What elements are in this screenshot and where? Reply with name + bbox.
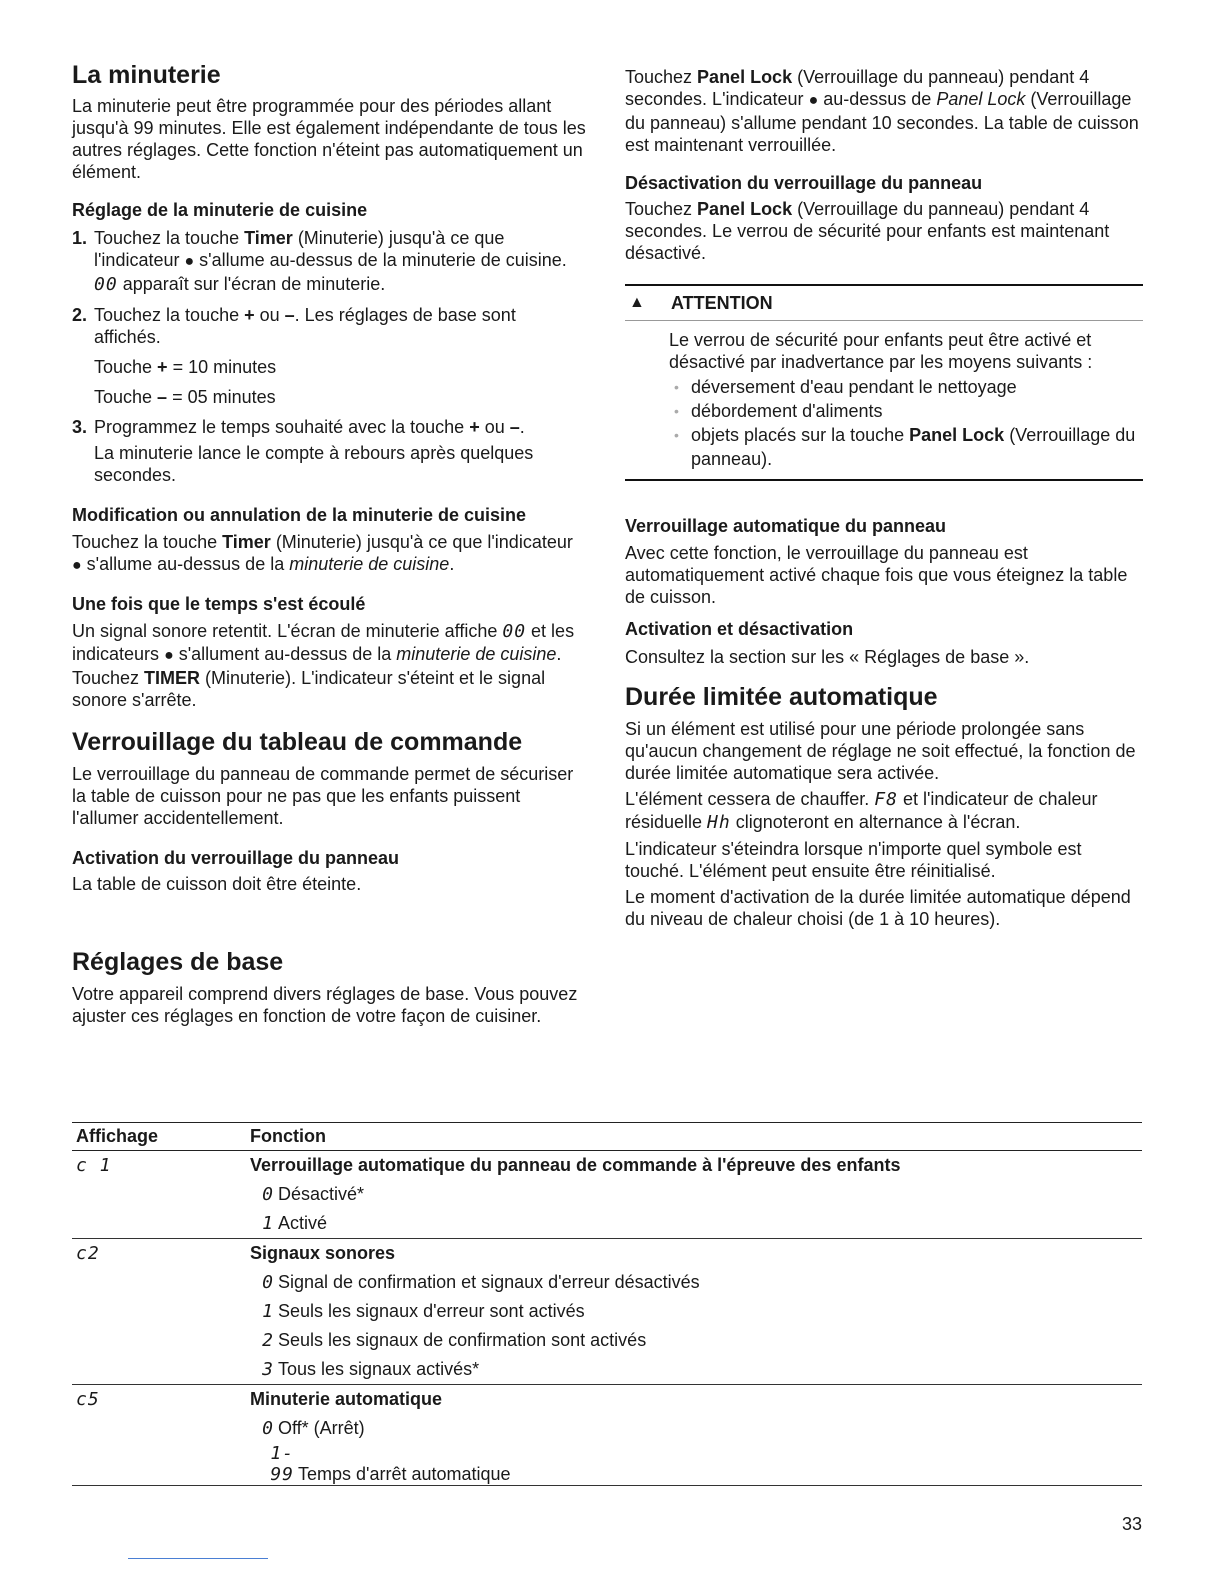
display-code: c 1: [72, 1151, 246, 1181]
display-code: c5: [72, 1385, 246, 1415]
indicator-dot-icon: ●: [184, 253, 195, 270]
option-code: 1-99: [270, 1443, 294, 1485]
step-2: 2. Touchez la touche + ou –. Les réglages de base sont affichés. Touche + = 10 minutes Touche – = 05 minutes: [72, 304, 587, 408]
attention-text: Le verrou de sécurité pour enfants peut être activé et désactivé par inadvertance par les moyens suivants :: [669, 330, 1093, 372]
option-text: Off* (Arrêt): [278, 1418, 365, 1438]
modif-text: Touchez la touche Timer (Minuterie) jusqu'à ce que l'indicateur ● s'allume au-dessus de la minuterie de cuisine.: [72, 532, 573, 574]
ecoule-text: Un signal sonore retentit. L'écran de minuterie affiche 00 et les indicateurs ● s'allument au-dessus de la minuterie de cuisine. Touchez TIMER (Minuterie). L'indicateur s'éteint et le signal sonore s'arrête.: [72, 621, 575, 710]
minuterie-intro: La minuterie peut être programmée pour des périodes allant jusqu'à 99 minutes. Elle est également indépendante de tous les autres réglages. Cette fonction n'éteint pas automatiquement un élément.: [72, 96, 586, 182]
section-title-reglages: Réglages de base: [72, 948, 284, 976]
footer-rule: [128, 1558, 268, 1559]
activation-desactivation-heading: Activation et désactivation: [625, 619, 854, 639]
group-title: Signaux sonores: [246, 1239, 1142, 1269]
duree-p2: L'élément cessera de chauffer. F8 et l'indicateur de chaleur résiduelle Hh clignoteront en alternance à l'écran.: [625, 789, 1098, 833]
table-row: [72, 1151, 1142, 1181]
display-f8: F8: [874, 789, 898, 810]
modif-heading: Modification ou annulation de la minuterie de cuisine: [72, 505, 527, 525]
duree-p4: Le moment d'activation de la durée limitée automatique dépend du niveau de chaleur choisi (de 1 à 10 heures).: [625, 887, 1131, 929]
page-number: 33: [1121, 1514, 1142, 1534]
option-code: 2: [262, 1330, 274, 1351]
step-number: 3.: [72, 417, 88, 437]
attention-header: [625, 286, 1143, 321]
table-row: [72, 1414, 1142, 1443]
table-row: [72, 1297, 1142, 1326]
option-code: 1: [262, 1301, 274, 1322]
plus-icon: +: [244, 305, 255, 325]
table-row: [72, 1209, 1142, 1239]
display-00: 00: [94, 274, 118, 295]
option-code: 1: [262, 1213, 274, 1234]
attention-body: [625, 321, 1143, 479]
option-code: 3: [262, 1359, 274, 1380]
section-title-verrouillage: Verrouillage du tableau de commande: [72, 728, 523, 756]
col-header-display: Affichage: [72, 1123, 246, 1151]
plus-value: Touche + = 10 minutes: [94, 357, 277, 377]
left-column: [72, 60, 587, 1027]
option-text: Activé: [278, 1213, 328, 1233]
list-item: • débordement d'aliments: [669, 399, 1143, 423]
reglage-steps: [72, 227, 587, 486]
right-column: [625, 66, 1143, 930]
step-1: 1. Touchez la touche Timer (Minuterie) jusqu'à ce que l'indicateur ● s'allume au-dessus de la minuterie de cuisine. 00 apparaît sur l'écran de minuterie.: [72, 228, 567, 295]
table-row: [72, 1326, 1142, 1355]
verrouillage-intro: Le verrouillage du panneau de commande permet de sécuriser la table de cuisson pour ne pas que les enfants puissent l'allumer accidentellement.: [72, 764, 574, 828]
section-title-duree: Durée limitée automatique: [625, 683, 938, 711]
option-code: 0: [262, 1418, 274, 1439]
list-item: • objets placés sur la touche Panel Lock (Verrouillage du panneau).: [669, 423, 1143, 471]
duree-p3: L'indicateur s'éteindra lorsque n'importe quel symbole est touché. L'élément peut ensuite être réinitialisé.: [625, 839, 1082, 881]
option-text: Signal de confirmation et signaux d'erreur désactivés: [278, 1272, 700, 1292]
panel-lock-text: Touchez Panel Lock (Verrouillage du panneau) pendant 4 secondes. L'indicateur ● au-dessus de Panel Lock (Verrouillage du panneau) s'allume pendant 10 secondes. La table de cuisson est maintenant verrouillée.: [625, 67, 1139, 155]
auto-lock-text: Avec cette fonction, le verrouillage du panneau est automatiquement activé chaque fois que vous éteignez la table de cuisson.: [625, 543, 1128, 607]
step-number: 1.: [72, 228, 88, 248]
minus-value: Touche – = 05 minutes: [94, 387, 276, 407]
indicator-dot-icon: ●: [808, 92, 819, 109]
table-row: [72, 1239, 1142, 1269]
reglages-intro: Votre appareil comprend divers réglages de base. Vous pouvez ajuster ces réglages en fonction de votre façon de cuisiner.: [72, 984, 578, 1026]
reglage-minuterie-heading: Réglage de la minuterie de cuisine: [72, 200, 368, 220]
section-title-minuterie: La minuterie: [72, 61, 221, 89]
auto-lock-heading: Verrouillage automatique du panneau: [625, 516, 947, 536]
activation-desactivation-text: Consultez la section sur les « Réglages de base ».: [625, 647, 1030, 667]
activation-text: La table de cuisson doit être éteinte.: [72, 874, 362, 894]
table-row: [72, 1385, 1142, 1415]
table-row: [72, 1180, 1142, 1209]
attention-list: [669, 375, 1143, 471]
minus-icon: –: [284, 305, 295, 325]
table-row: [72, 1443, 1142, 1486]
option-code: 0: [262, 1272, 274, 1293]
option-text: Tous les signaux activés*: [278, 1359, 480, 1379]
indicator-dot-icon: ●: [72, 557, 82, 574]
ecoule-heading: Une fois que le temps s'est écoulé: [72, 594, 366, 614]
group-title: Verrouillage automatique du panneau de commande à l'épreuve des enfants: [246, 1151, 1142, 1181]
indicator-dot-icon: ●: [164, 647, 174, 664]
option-text: Seuls les signaux d'erreur sont activés: [278, 1301, 585, 1321]
option-text: Temps d'arrêt automatique: [298, 1464, 511, 1484]
list-item: • déversement d'eau pendant le nettoyage: [669, 375, 1143, 399]
col-header-function: Fonction: [246, 1123, 1142, 1151]
step-number: 2.: [72, 305, 88, 325]
attention-title: ATTENTION: [671, 292, 773, 313]
option-code: 0: [262, 1184, 274, 1205]
group-title: Minuterie automatique: [246, 1385, 1142, 1415]
display-code: c2: [72, 1239, 246, 1269]
table-header-row: [72, 1123, 1142, 1151]
attention-box: [625, 284, 1143, 481]
option-text: Seuls les signaux de confirmation sont activés: [278, 1330, 647, 1350]
step-3: 3. Programmez le temps souhaité avec la touche + ou –. La minuterie lance le compte à rebours après quelques secondes.: [72, 416, 587, 486]
option-text: Désactivé*: [278, 1184, 365, 1204]
settings-table: [72, 1122, 1142, 1486]
desactivation-text: Touchez Panel Lock (Verrouillage du panneau) pendant 4 secondes. Le verrou de sécurité pour enfants est maintenant désactivé.: [625, 199, 1110, 263]
table-row: [72, 1268, 1142, 1297]
table-row: [72, 1355, 1142, 1385]
warning-icon: ▲: [629, 294, 645, 311]
display-00: 00: [502, 621, 527, 642]
duree-p1: Si un élément est utilisé pour une période prolongée sans qu'aucun changement de réglage ne soit effectué, la fonction de durée limitée automatique sera activée.: [625, 719, 1136, 783]
desactivation-heading: Désactivation du verrouillage du panneau: [625, 173, 983, 193]
step-3-note: La minuterie lance le compte à rebours après quelques secondes.: [94, 443, 534, 485]
activation-heading: Activation du verrouillage du panneau: [72, 848, 400, 868]
display-hh: Hh: [707, 812, 731, 833]
